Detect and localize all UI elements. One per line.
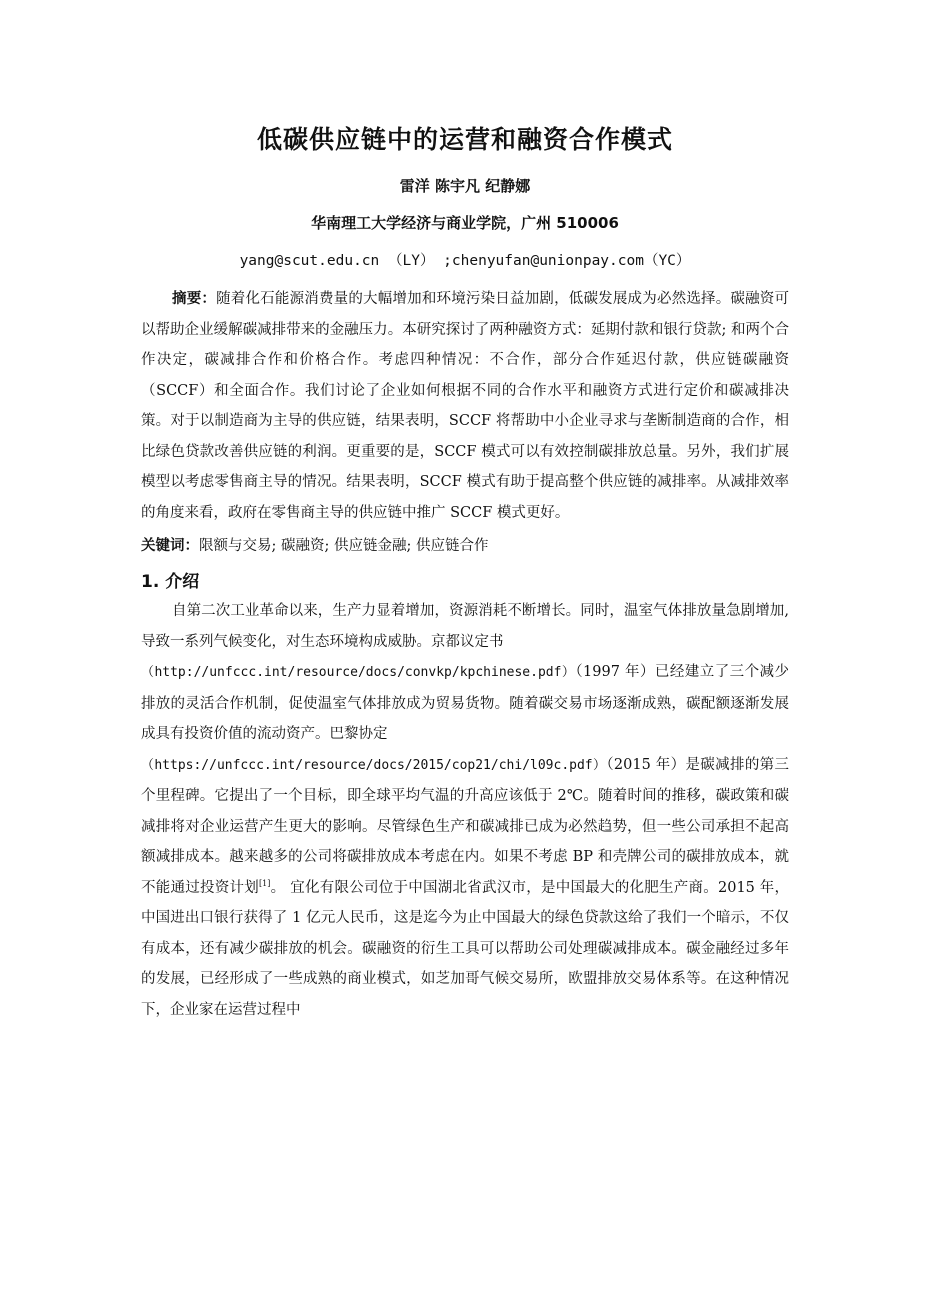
intro-text-1: 自第二次工业革命以来，生产力显着增加，资源消耗不断增长。同时，温室气体排放量急剧增加,导致一系列气候变化，对生态环境构成威胁。京都议定书 [141,603,789,650]
introduction-paragraph [141,596,789,1025]
paris-agreement-url: （https://unfccc.int/resource/docs/2015/cop21/chi/l09c.pdf） [141,757,607,773]
intro-text-3: （2015 年）是碳减排的第三个里程碑。它提出了一个目标，即全球平均气温的升高应该低于 2℃。随着时间的推移，碳政策和碳减排将对企业运营产生更大的影响。尽管绿色生产和碳减排已成为必然趋势，但一些公司承担不起高额减排成本。越来越多的公司将碳排放成本考虑在内。如果不考虑 BP 和壳牌公司的碳排放成本，就不能通过投资计划 [141,756,790,896]
paper-page [141,120,789,1025]
author-list: 雷洋 陈宇凡 纪静娜 [399,177,531,195]
intro-text-2: （1997 年）已经建立了三个减少排放的灵活合作机制，促使温室气体排放成为贸易货物。随着碳交易市场逐渐成熟，碳配额逐渐发展成具有投资价值的流动资产。巴黎协定 [141,664,789,742]
kyoto-protocol-url: （http://unfccc.int/resource/docs/convkp/kpchinese.pdf） [141,665,576,680]
paper-title: 低碳供应链中的运营和融资合作模式 [256,125,673,154]
keywords-text: 限额与交易; 碳融资; 供应链金融; 供应链合作 [199,538,489,554]
author-emails: yang@scut.edu.cn （LY） ;chenyufan@unionpay.com（YC） [239,253,691,269]
section-heading-introduction: 1. 介绍 [141,572,200,592]
abstract [141,284,789,528]
intro-text-4: 。 宜化有限公司位于中国湖北省武汉市，是中国最大的化肥生产商。2015 年，中国进出口银行获得了 1 亿元人民币，这是迄今为止中国最大的绿色贷款这给了我们一个暗示，不仅有成本，还有减少碳排放的机会。碳融资的衍生工具可以帮助公司处理碳减排成本。碳金融经过多年的发展，已经形成了一些成熟的商业模式，如芝加哥气候交易所，欧盟排放交易体系等。在这种情况下，企业家在运营过程中 [141,879,790,1018]
abstract-text: 随着化石能源消费量的大幅增加和环境污染日益加剧，低碳发展成为必然选择。碳融资可以帮助企业缓解碳减排带来的金融压力。本研究探讨了两种融资方式：延期付款和银行贷款; 和两个合作决定，碳减排合作和价格合作。考虑四种情况：不合作，部分合作延迟付款，供应链碳融资（SCCF）和全面合作。我们讨论了企业如何根据不同的合作水平和融资方式进行定价和碳减排决策。对于以制造商为主导的供应链，结果表明，SCCF 将帮助中小企业寻求与垄断制造商的合作，相比绿色贷款改善供应链的利润。更重要的是，SCCF 模式可以有效控制碳排放总量。另外，我们扩展模型以考虑零售商主导的情况。结果表明，SCCF 模式有助于提高整个供应链的减排率。从减排效率的角度来看，政府在零售商主导的供应链中推广 SCCF 模式更好。 [141,291,790,521]
citation-1: [1] [259,878,271,888]
introduction-body [141,596,789,1025]
keywords [141,531,789,561]
keywords-label: 关键词： [141,538,199,554]
affiliation: 华南理工大学经济与商业学院，广州 510006 [311,214,619,232]
abstract-label: 摘要： [172,291,217,307]
